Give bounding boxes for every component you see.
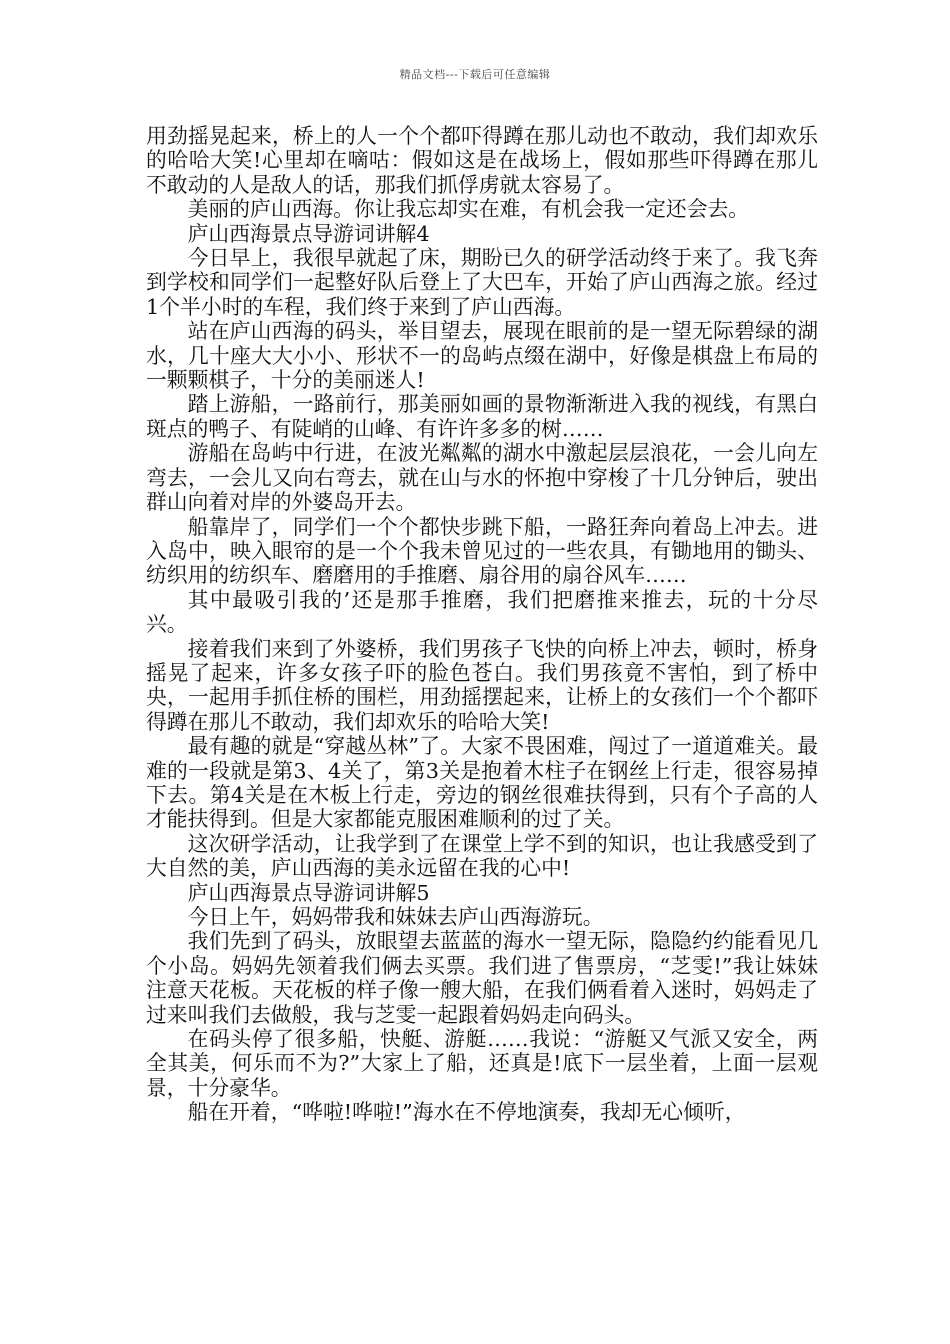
- paragraph: 美丽的庐山西海。你让我忘却实在难，有机会我一定还会去。: [187, 197, 750, 222]
- paragraph: 其中最吸引我的’还是那手推磨，我们把磨推来推去，玩的十分尽兴。: [146, 587, 818, 637]
- paragraph: 游船在岛屿中行进，在波光粼粼的湖水中激起层层浪花，一会儿向左弯去，一会儿又向右弯去，就在山与水的怀抱中穿梭了十几分钟后，驶出群山向着对岸的外婆岛开去。: [146, 441, 818, 515]
- paragraph: 最有趣的就是“穿越丛林”了。大家不畏困难，闯过了一道道难关。最难的一段就是第3、4关了，第3关是抱着木柱子在钢丝上行走，很容易掉下去。第4关是在木板上行走，旁边的钢丝很难扶得到，只有个子高的人才能扶得到。但是大家都能克服困难顺利的过了关。: [146, 734, 818, 832]
- paragraph: 踏上游船，一路前行，那美丽如画的景物渐渐进入我的视线，有黑白斑点的鸭子、有陡峭的山峰、有许许多多的树……: [146, 392, 818, 441]
- paragraph: 庐山西海景点导游词讲解5: [187, 880, 430, 905]
- paragraph: 用劲摇晃起来，桥上的人一个个都吓得蹲在那儿动也不敢动，我们却欢乐的哈哈大笑!心里却在嘀咕：假如这是在战场上，假如那些吓得蹲在那儿不敢动的人是敌人的话，那我们抓俘虏就太容易了。: [146, 124, 818, 197]
- paragraph: 船靠岸了，同学们一个个都快步跳下船，一路狂奔向着岛上冲去。进入岛中，映入眼帘的是一个个我未曾见过的一些农具，有锄地用的锄头、纺织用的纺织车、磨磨用的手推磨、扇谷用的扇谷风车……: [146, 514, 818, 588]
- paragraph: 今日早上，我很早就起了床，期盼已久的研学活动终于来了。我飞奔到学校和同学们一起整好队后登上了大巴车，开始了庐山西海之旅。经过1个半小时的车程，我们终于来到了庐山西海。: [146, 246, 818, 319]
- page-header: 精品文档---下载后可任意编辑: [399, 68, 551, 81]
- paragraph: 我们先到了码头，放眼望去蓝蓝的海水一望无际，隐隐约约能看见几个小岛。妈妈先领着我们俩去买票。我们进了售票房，“芝雯!”我让妹妹注意天花板。天花板的样子像一艘大船，在我们俩看着入迷时，妈妈走了过来叫我们去做般，我与芝雯一起跟着妈妈走向码头。: [146, 929, 818, 1027]
- paragraph: 船在开着，“哗啦!哗啦!”海水在不停地演奏，我却无心倾听，: [187, 1100, 746, 1125]
- paragraph: 在码头停了很多船，快艇、游艇……我说：“游艇又气派又安全，两全其美，何乐而不为?”大家上了船，还真是!底下一层坐着，上面一层观景，十分豪华。: [146, 1027, 818, 1100]
- paragraph: 这次研学活动，让我学到了在课堂上学不到的知识，也让我感受到了大自然的美，庐山西海的美永远留在我的心中!: [146, 831, 818, 881]
- paragraph: 今日上午，妈妈带我和妹妹去庐山西海游玩。: [187, 905, 604, 929]
- paragraph: 庐山西海景点导游词讲解4: [187, 221, 430, 246]
- paragraph: 接着我们来到了外婆桥，我们男孩子飞快的向桥上冲去，顿时，桥身摇晃了起来，许多女孩子吓的脸色苍白。我们男孩竟不害怕，到了桥中央，一起用手抓住桥的围栏，用劲摇摆起来，让桥上的女孩们一个个都吓得蹲在那儿不敢动，我们却欢乐的哈哈大笑!: [146, 636, 818, 734]
- paragraph: 站在庐山西海的码头，举目望去，展现在眼前的是一望无际碧绿的湖水，几十座大大小小、形状不一的岛屿点缀在湖中，好像是棋盘上布局的一颗颗棋子，十分的美丽迷人!: [146, 319, 818, 393]
- document-body: [146, 124, 818, 1125]
